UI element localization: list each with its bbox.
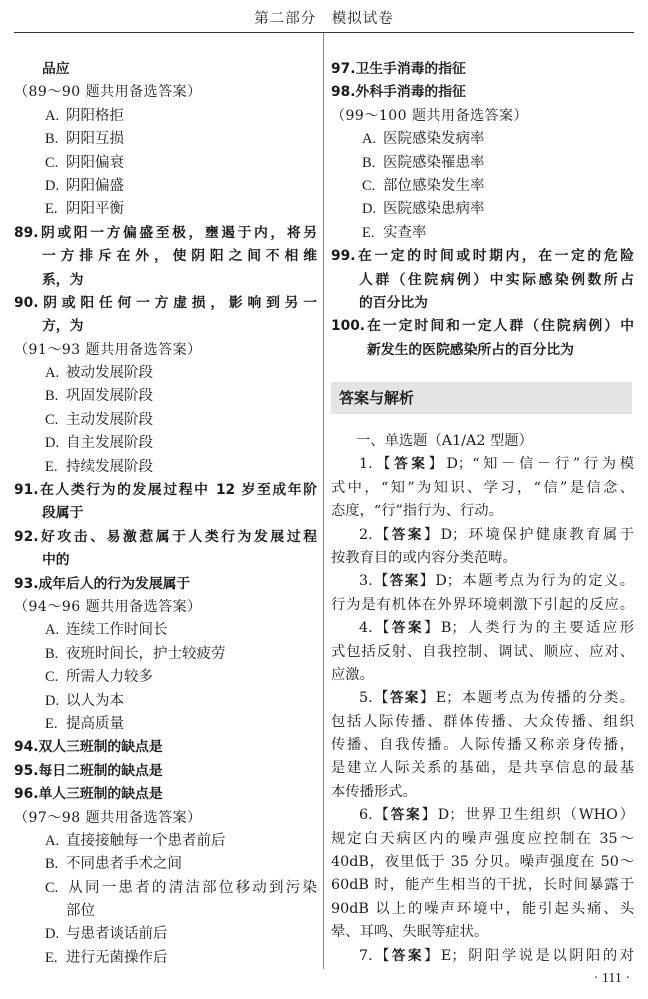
answer-option (14, 175, 317, 198)
answer-option-continuation: 部位 (66, 903, 95, 920)
answers-section (331, 430, 634, 968)
answer-first-line (331, 453, 634, 476)
question-continuation: 新发生的医院感染所占的百分比为 (367, 341, 574, 358)
option-letter: B. (45, 388, 59, 405)
question-number: 93. (14, 575, 39, 592)
question-text: 外科手消毒的指征 (355, 84, 466, 101)
option-text: 实查率 (383, 224, 427, 241)
option-letter: A. (45, 107, 60, 124)
option-letter: C. (45, 154, 59, 171)
question-line (331, 58, 634, 81)
question-continuation: 一方排斥在外，使阴阳之间不相维 (42, 248, 317, 265)
answer-option (14, 432, 317, 455)
answer-text: 】D；本题考点为行为的定义。 (419, 573, 634, 590)
answer-text: 】D；“知－信－行”行为模 (428, 456, 635, 473)
answer-line: 式中，“知”为知识、学习，“信”是信念、 (331, 479, 634, 496)
option-text: 与患者谈话前后 (66, 926, 168, 943)
section-title: 一、单选题（A1/A2 型题） (356, 433, 533, 449)
option-letter: B. (362, 154, 376, 171)
question-continuation: 中的 (42, 552, 70, 569)
question-line (14, 736, 317, 759)
answer-first-line (331, 804, 634, 827)
answer-option (14, 198, 317, 221)
option-text: 医院感染患病率 (383, 201, 485, 218)
question-text: 在一定时间和一定人群（住院病例）中 (365, 318, 634, 335)
option-letter: D. (45, 177, 60, 194)
answer-line: 包括人际传播、群体传播、大众传播、组织 (331, 713, 634, 730)
answer-number: 3.【 (359, 573, 390, 590)
question-line (331, 81, 634, 104)
answer-option (14, 923, 317, 946)
answer-option (14, 666, 317, 689)
answer-option (331, 175, 634, 198)
question-continuation: 人群（住院病例）中实际感染例数所占 (359, 271, 634, 288)
option-text: 阴阳偏盛 (66, 177, 124, 194)
left-column (14, 58, 317, 970)
answer-line: 按教育目的或内容分类范畴。 (331, 549, 517, 566)
option-text: 提高质量 (66, 715, 124, 732)
question-continuation: 方，为 (42, 318, 84, 335)
option-letter: B. (45, 131, 59, 148)
option-letter: C. (362, 177, 376, 194)
answer-first-line (331, 524, 634, 547)
question-text: 双人三班制的缺点是 (38, 739, 163, 756)
answer-text: 】D；世界卫生组织（WHO） (421, 807, 635, 824)
option-text: 巩固发展阶段 (66, 388, 153, 405)
page-number: · 111 · (593, 971, 630, 986)
answer-option (14, 362, 317, 385)
answer-line: 传播、自我传播。人际传播又称亲身传播， (331, 737, 634, 754)
answer-option (14, 877, 317, 900)
header-title: 第二部分 模拟试卷 (254, 11, 394, 27)
answer-line: 90dB 以上的噪声环境中，能引起头痛、头 (331, 900, 634, 917)
option-letter: D. (362, 201, 377, 218)
option-letter: A. (45, 622, 60, 639)
option-letter: C. (45, 411, 59, 428)
question-number: 91. (14, 482, 39, 499)
question-continuation: 段属于 (42, 505, 84, 522)
question-line (14, 573, 317, 596)
answer-option (14, 853, 317, 876)
answer-line: 晕、耳鸣、失眠等症状。 (331, 924, 489, 941)
option-text: 进行无菌操作后 (66, 949, 168, 966)
option-letter: E. (45, 715, 58, 732)
option-letter: D. (45, 926, 60, 943)
answers-heading: 答案与解析 (331, 382, 632, 414)
option-letter: A. (45, 365, 60, 382)
question-number: 97. (331, 61, 356, 77)
answer-option (14, 409, 317, 432)
answer-option (14, 830, 317, 853)
question-text: 在人类行为的发展过程中 12 岁至成年阶 (38, 482, 317, 499)
answer-option (14, 105, 317, 128)
answer-line: 40dB，夜里低于 35 分贝。噪声强度在 50～ (331, 854, 634, 871)
question-number: 100. (331, 318, 366, 335)
option-letter: C. (45, 879, 59, 896)
option-text: 自主发展阶段 (66, 435, 153, 452)
answer-text: 】D；环境保护健康教育属于 (423, 526, 634, 543)
answer-text: 】B；人类行为的主要适应形 (424, 620, 635, 637)
answer-line: 行为是有机体在外界环境刺激下引起的反应。 (331, 596, 634, 613)
answer-option (331, 198, 634, 221)
shared-answers-note: （94～96 题共用备选答案） (14, 598, 202, 615)
answer-option (331, 222, 634, 245)
answer-option (14, 690, 317, 713)
answer-tag: 答案 (391, 526, 424, 543)
answer-text: 】E；本题考点为传播的分类。 (419, 690, 635, 707)
answer-option (14, 619, 317, 642)
answer-number: 1.【 (359, 456, 395, 473)
answer-option (14, 128, 317, 151)
answer-line: 60dB 时，能产生相当的干扰，长时间暴露于 (331, 877, 634, 894)
option-text: 以人为本 (66, 692, 124, 709)
option-text: 阴阳互损 (66, 131, 124, 148)
question-number: 94. (14, 739, 39, 756)
option-text: 直接接触每一个患者前后 (66, 832, 226, 849)
answer-tag: 答案 (390, 807, 422, 824)
answer-first-line (331, 570, 634, 593)
answer-line: 式包括反射、自我控制、调试、顺应、应对、 (331, 643, 634, 660)
option-letter: E. (45, 458, 58, 475)
answer-line: 是建立人际关系的基础，是共享信息的最基 (331, 760, 634, 777)
option-text: 主动发展阶段 (66, 411, 153, 428)
answer-option (14, 152, 317, 175)
question-text: 阴或阳一方偏盛至极，壅遏于内，将另 (38, 224, 317, 241)
answer-tag: 答案 (392, 620, 425, 637)
option-letter: A. (45, 832, 60, 849)
option-text: 阴阳平衡 (66, 201, 124, 218)
question-line (14, 526, 317, 549)
question-number: 89. (14, 224, 39, 241)
question-number: 92. (14, 528, 39, 545)
answer-first-line (331, 617, 634, 640)
option-letter: B. (45, 856, 59, 873)
question-text: 阴或阳任何一方虚损，影响到另一 (38, 294, 317, 311)
option-letter: B. (45, 645, 59, 662)
answer-option (14, 456, 317, 479)
answer-tag: 答案 (394, 456, 429, 473)
option-text: 被动发展阶段 (66, 365, 153, 382)
option-text: 持续发展阶段 (66, 458, 153, 475)
option-text: 阴阳偏衰 (66, 154, 124, 171)
question-text: 好攻击、易激惹属于人类行为发展过程 (38, 528, 317, 545)
question-number: 99. (331, 248, 356, 265)
answer-first-line (331, 945, 634, 968)
answer-number: 2.【 (359, 526, 392, 543)
answer-option (14, 643, 317, 666)
answer-first-line (331, 687, 634, 710)
answer-number: 5.【 (359, 690, 390, 707)
option-text: 从同一患者的清洁部位移动到污染 (66, 879, 317, 896)
question-text: 在一定的时间或时期内，在一定的危险 (355, 248, 634, 265)
question-text: 每日二班制的缺点是 (38, 762, 163, 779)
option-text: 医院感染罹患率 (383, 154, 485, 171)
answer-line: 规定白天病区内的噪声强度应控制在 35～ (331, 830, 634, 847)
option-text: 阴阳格拒 (66, 107, 124, 124)
option-text: 不同患者手术之间 (66, 856, 182, 873)
question-continuation: 品应 (42, 61, 70, 77)
question-line (14, 760, 317, 783)
option-letter: E. (45, 201, 58, 218)
answer-line: 应激。 (331, 666, 374, 683)
answer-number: 4.【 (359, 620, 393, 637)
answer-number: 6.【 (359, 807, 391, 824)
answer-option (14, 947, 317, 970)
question-text: 卫生手消毒的指征 (355, 61, 466, 77)
answer-number: 7.【 (359, 947, 393, 964)
question-line (14, 292, 317, 315)
question-number: 98. (331, 84, 356, 101)
option-letter: E. (362, 224, 375, 241)
option-letter: D. (45, 435, 60, 452)
answer-option (331, 128, 634, 151)
answer-line: 态度，“行”指行为、行动。 (331, 503, 503, 520)
question-number: 95. (14, 762, 39, 779)
question-line (331, 245, 634, 268)
question-line (14, 222, 317, 245)
option-text: 所需人力较多 (66, 669, 153, 686)
answer-text: 】E；阴阳学说是以阴阳的对 (424, 947, 635, 964)
option-letter: A. (362, 131, 377, 148)
answer-option (14, 713, 317, 736)
answer-tag: 答案 (389, 573, 420, 590)
shared-answers-note: （89～90 题共用备选答案） (14, 84, 202, 101)
option-letter: E. (45, 949, 58, 966)
answer-line: 本传播形式。 (331, 783, 417, 800)
answer-option (14, 385, 317, 408)
question-continuation: 的百分比为 (359, 294, 428, 311)
question-line (331, 315, 634, 338)
shared-answers-note: （91～93 题共用备选答案） (14, 341, 202, 358)
shared-answers-note: （97～98 题共用备选答案） (14, 809, 202, 826)
question-text: 成年后人的行为发展属于 (38, 575, 191, 592)
option-text: 部位感染发生率 (383, 177, 485, 194)
question-line (14, 783, 317, 806)
right-column-questions (331, 58, 634, 362)
question-number: 96. (14, 786, 39, 803)
answer-option (331, 152, 634, 175)
option-letter: C. (45, 669, 59, 686)
question-text: 单人三班制的缺点是 (38, 786, 163, 803)
answer-tag: 答案 (392, 947, 425, 964)
question-number: 90. (14, 294, 39, 311)
running-header (14, 0, 634, 33)
column-divider (323, 33, 324, 969)
question-continuation: 系，为 (42, 271, 84, 288)
shared-answers-note: （99～100 题共用备选答案） (331, 107, 528, 124)
question-line (14, 479, 317, 502)
option-text: 医院感染发病率 (383, 131, 485, 148)
option-letter: D. (45, 692, 60, 709)
option-text: 夜班时间长，护士较疲劳 (66, 645, 226, 662)
answer-tag: 答案 (389, 690, 420, 707)
option-text: 连续工作时间长 (66, 622, 168, 639)
